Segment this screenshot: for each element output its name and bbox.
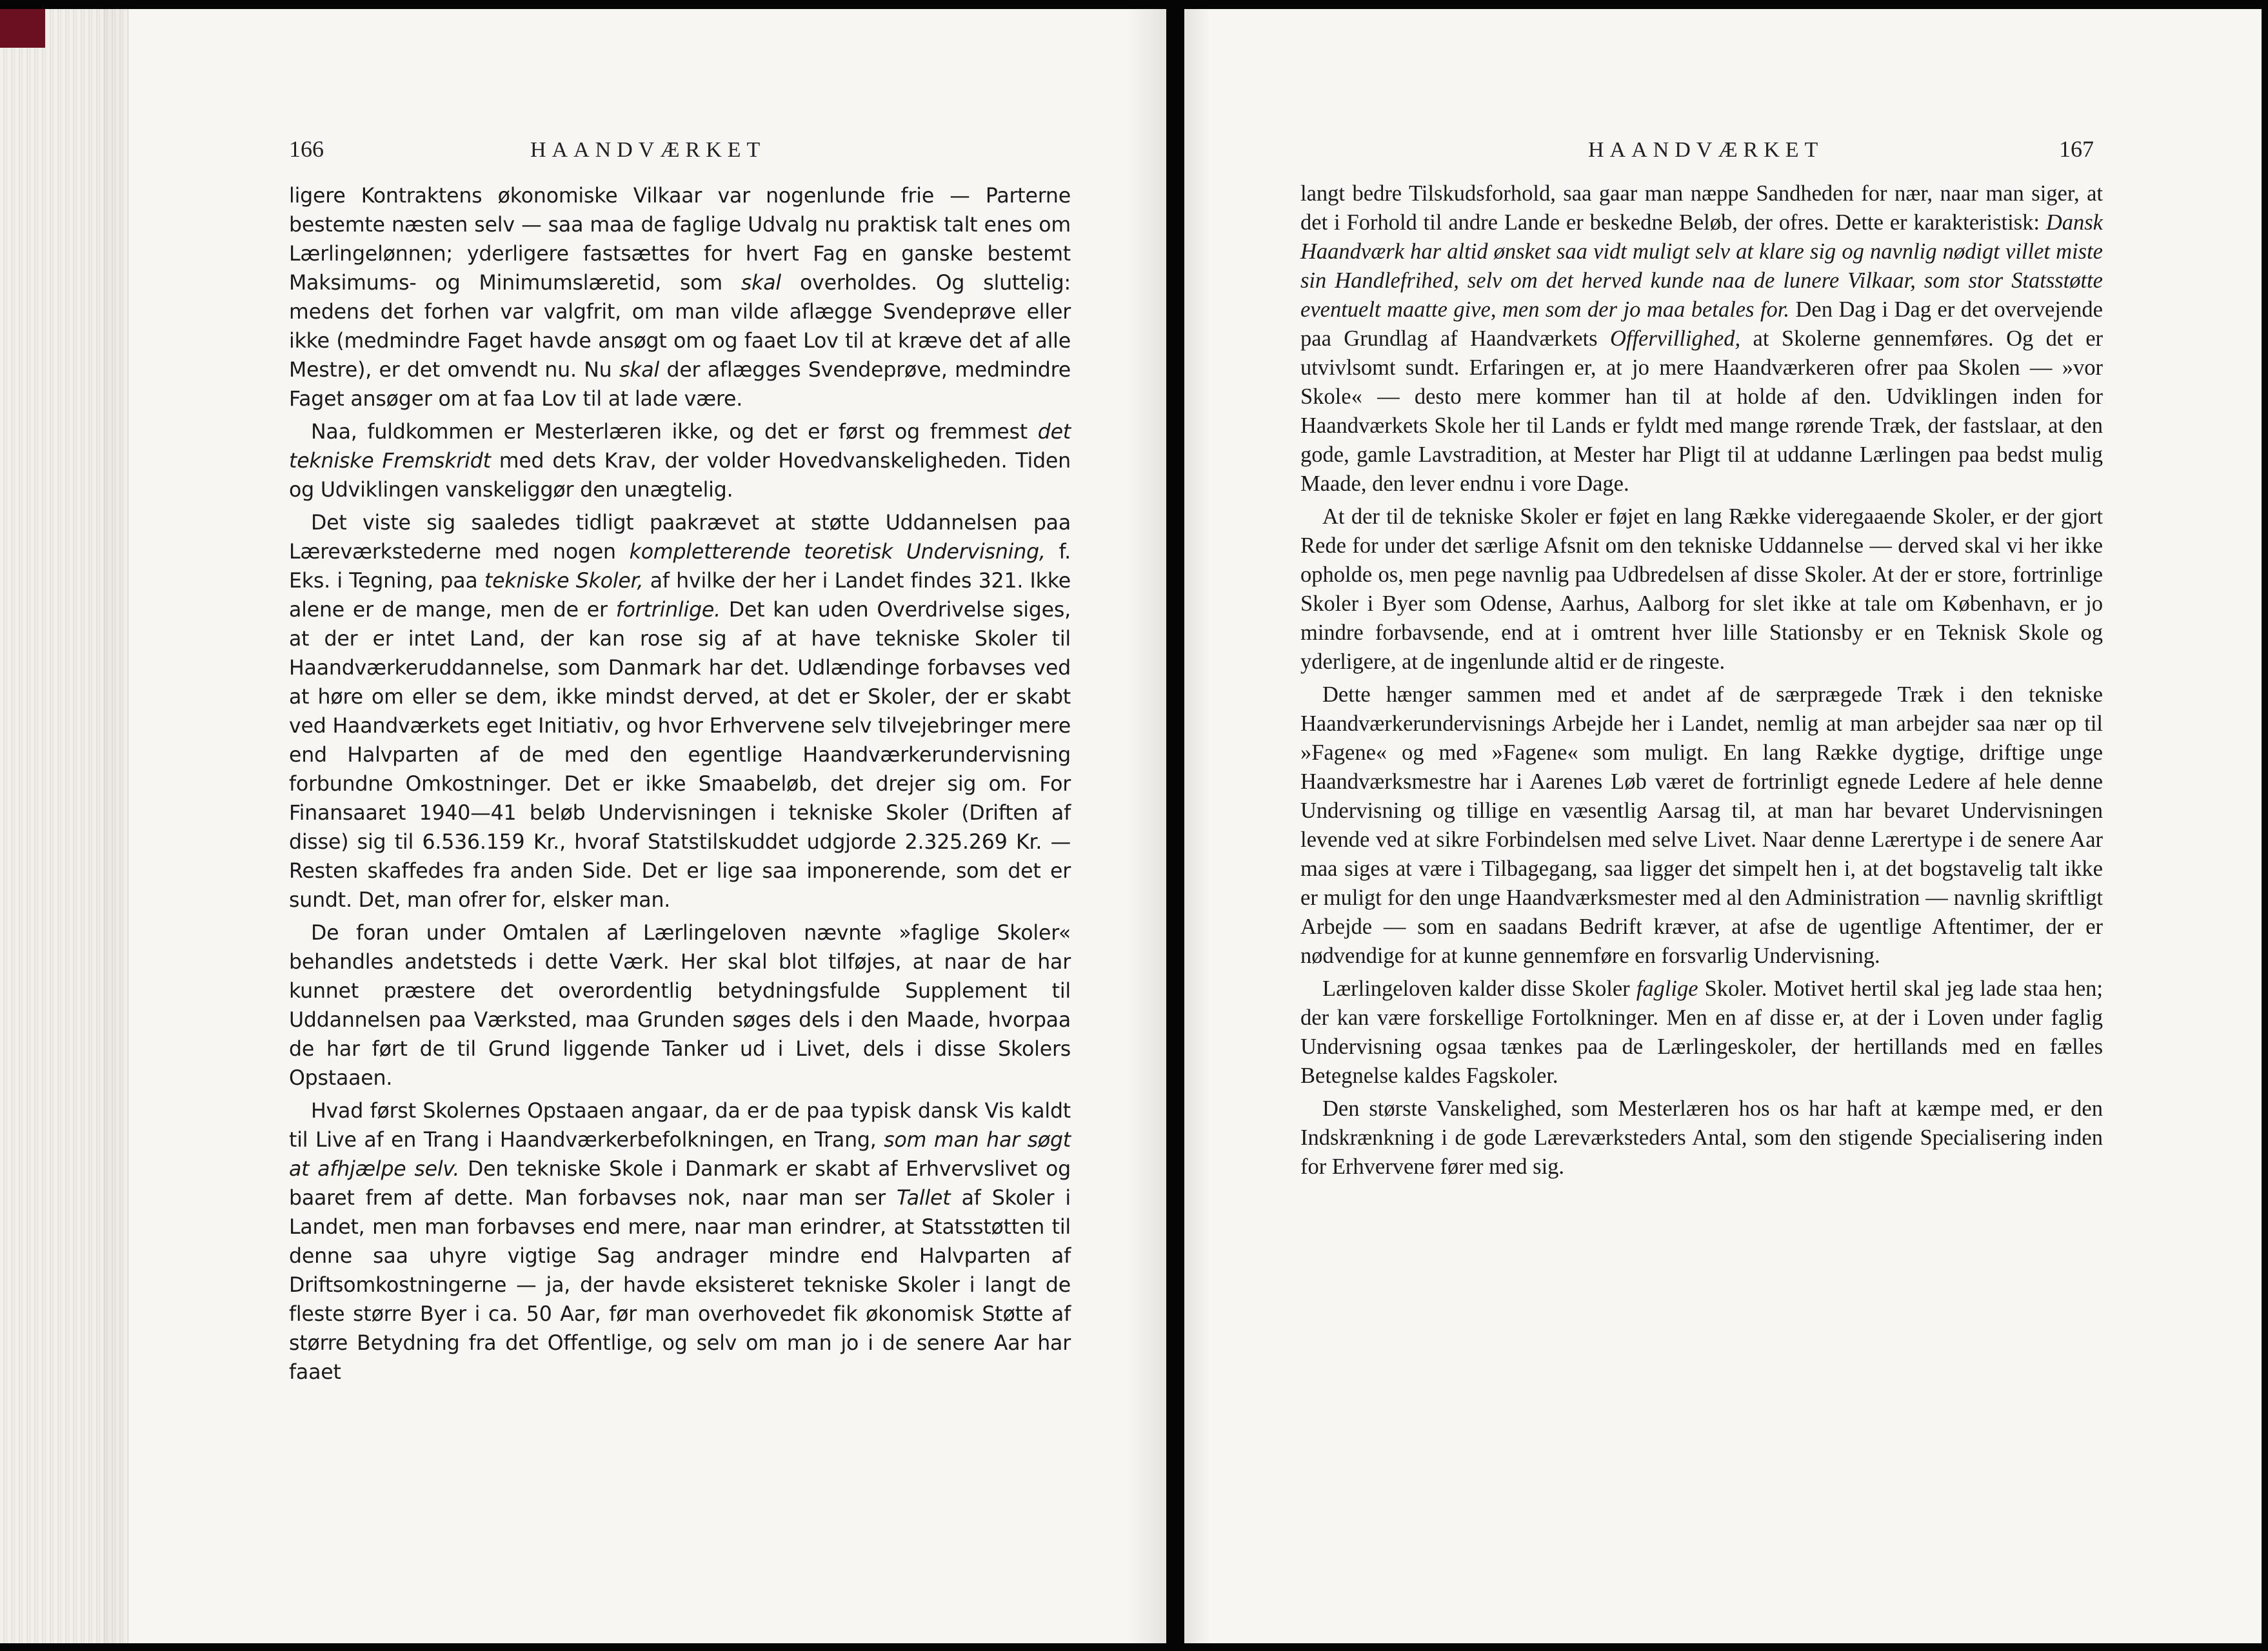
- page-number: 167: [2059, 136, 2094, 162]
- text-run: Den tekniske Skole i Danmark er skabt af Erhvervslivet og baaret frem af dette. Man forbavses nok, naar man ser: [289, 1158, 1071, 1210]
- text-run: Dette hænger sammen med et andet af de særprægede Træk i den tekniske Haandværkerundervisnings Arbejde her i Landet, nemlig at man arbejder saa nær op til »Fagene« og med »Fagene« som muligt. En lang Række dygtige, driftige unge Haandværksmestre har i Aarenes Løb været de fortrinligt egnede Ledere af hele denne Undervisning og tillige en væsentlig Aarsag til, at man har bevaret Undervisningen levende ved at sikre Forbindelsen med selve Livet. Naar denne Lærertype i de senere Aar maa siges at være i Tilbagegang, saa ligger det simpelt hen i, at det bogstavelig talt ikke er muligt for den unge Haandværksmester med al den Administration — navnlig skriftligt Arbejde — som en saadans Bedrift kræver, at afse de ugentlige Aftentimer, der er nødvendige for at kunne gennemføre en forsvarlig Undervisning.: [1300, 682, 2103, 968]
- corner-mark: [0, 9, 45, 48]
- emphasis-text: som man har søgt at afhjælpe selv.: [289, 1129, 1071, 1181]
- emphasis-text: skal: [741, 272, 781, 295]
- text-run: Det viste sig saaledes tidligt paakrævet at støtte Uddannelsen paa Læreværkstederne med nogen: [289, 511, 1071, 564]
- paragraph: [1300, 502, 2103, 677]
- left-page: [0, 9, 1166, 1643]
- text-run: af hvilke der her i Landet findes 321. Ikke alene er de mange, men de er: [289, 569, 1071, 622]
- emphasis-text: skal: [619, 359, 660, 382]
- text-run: Den Dag i Dag er det overvejende paa Grundlag af Haandværkets: [1300, 297, 2103, 351]
- emphasis-text: Dansk Haandværk har altid ønsket saa vidt muligt selv at klare sig og navnlig nødigt villet miste sin Handlefrihed, selv om det herved kunde naa de lunere Vilkaar, som stor Statsstøtte eventuelt maatte give, men som der jo maa betales for.: [1300, 210, 2103, 322]
- right-running-head: [1588, 135, 1824, 163]
- text-run: Skoler. Motivet hertil skal jeg lade staa hen; der kan være forskellige Fortolkninger. Men en af disse er, at der i Loven under faglig Undervisning ogsaa tænkes paa de Lærlingeskoler, der hertillands med en fælles Betegnelse kaldes Fagskoler.: [1300, 976, 2103, 1088]
- paragraph: [1300, 1094, 2103, 1181]
- page-edges: [0, 9, 129, 1643]
- left-page-number: [289, 135, 324, 163]
- running-title: HAANDVÆRKET: [1588, 138, 1824, 162]
- text-run: f. Eks. i Tegning, paa: [289, 540, 1071, 593]
- right-page-number: [2059, 135, 2094, 163]
- right-page: [1184, 9, 2262, 1643]
- text-run: af Skoler i Landet, men man forbavses end mere, naar man erindrer, at Statsstøtten til denne saa uhyre vigtige Sag andrager mindre end Halvparten af Driftsomkostningerne — ja, der havde eksisteret tekniske Skoler i langt de fleste større Byer i ca. 50 Aar, før man overhovedet fik økonomisk Støtte af større Betydning fra det Offentlige, og selv om man jo i de senere Aar har faaet: [289, 1187, 1071, 1384]
- paragraph: [289, 919, 1071, 1093]
- paragraph: [1300, 974, 2103, 1091]
- page-number: 166: [289, 136, 324, 162]
- paragraph: [289, 509, 1071, 915]
- paragraph: [1300, 680, 2103, 971]
- emphasis-text: Tallet: [896, 1187, 951, 1210]
- text-run: De foran under Omtalen af Lærlingeloven nævnte »faglige Skoler« behandles andetsteds i dette Værk. Her skal blot tilføjes, at naar de har kunnet præstere det overordentlig betydningsfulde Supplement til Uddannelsen paa Værksted, maa Grunden søges dels i den Maade, hvorpaa de har ført de til Grund liggende Tanker ud i Livet, dels i disse Skolers Opstaaen.: [289, 922, 1071, 1090]
- text-run: ligere Kontraktens økonomiske Vilkaar var nogenlunde frie — Parterne bestemte næsten selv — saa maa de faglige Udvalg nu praktisk talt enes om Lærlingelønnen; yderligere fastsættes for hvert Fag en ganske bestemt Maksimums- og Minimumslæretid, som: [289, 184, 1071, 295]
- text-run: at Skolerne gennemføres. Og det er utvivlsomt sundt. Erfaringen er, at jo mere Haandværkeren ofrer paa Skolen — »vor Skole« — desto mere kommer han til at holde af den. Udviklingen inden for Haandværkets Skole her til Lands er fyldt med mange rørende Træk, der fastslaar, at den gode, gamle Lavstradition, at Mester har Pligt til at uddanne Lærlingen paa bedst mulig Maade, den lever endnu i vore Dage.: [1300, 326, 2104, 496]
- text-run: der aflægges Svendeprøve, medmindre Faget ansøger om at faa Lov til at lade være.: [289, 359, 1071, 411]
- text-run: Naa, fuldkommen er Mesterlæren ikke, og det er først og fremmest: [311, 420, 1038, 444]
- text-run: Hvad først Skolernes Opstaaen angaar, da er de paa typisk dansk Vis kaldt til Live af en Trang i Haandværkerbefolkningen, en Trang,: [289, 1100, 1071, 1152]
- emphasis-text: faglige: [1636, 976, 1698, 1001]
- text-run: Det kan uden Overdrivelse siges, at der er intet Land, der kan rose sig af at have tekniske Skoler til Haandværkeruddannelse, som Danmark har det. Udlændinge forbavses ved at høre om eller se dem, ikke mindst derved, at det er Skoler, der er skabt ved Haandværkets eget Initiativ, og hvor Erhvervene selv tilvejebringer mere end Halvparten af de med den egentlige Haandværkerundervisning forbundne Omkostninger. Det er ikke Smaabeløb, det drejer sig om. For Finansaaret 1940—41 beløb Undervisningen i tekniske Skoler (Driften af disse) sig til 6.536.159 Kr., hvoraf Statstilskuddet udgjorde 2.325.269 Kr. — Resten skaffedes fra anden Side. Det er lige saa imponerende, som det er sundt. Det, man ofrer for, elsker man.: [289, 598, 1071, 912]
- emphasis-text: fortrinlige.: [615, 598, 721, 622]
- emphasis-text: kompletterende teoretisk Undervisning,: [629, 540, 1046, 564]
- left-body-text: [289, 182, 1071, 1391]
- running-title: HAANDVÆRKET: [530, 138, 766, 162]
- emphasis-text: Offervillighed,: [1609, 326, 1741, 351]
- text-run: langt bedre Tilskudsforhold, saa gaar man næppe Sandheden for nær, naar man siger, at det i Forhold til andre Lande er beskedne Beløb, der ofres. Dette er karakteristisk:: [1300, 181, 2103, 235]
- right-body-text: [1300, 179, 2103, 1185]
- spine-shadow: [1184, 9, 1210, 1643]
- paragraph: [289, 1097, 1071, 1387]
- left-running-head: [530, 135, 766, 163]
- text-run: Lærlingeloven kalder disse Skoler: [1322, 976, 1636, 1001]
- text-run: Den største Vanskelighed, som Mesterlæren hos os har haft at kæmpe med, er den Indskrænkning i de gode Læreværksteders Antal, som den stigende Specialisering inden for Erhvervene fører med sig.: [1300, 1096, 2103, 1179]
- paragraph: [289, 418, 1071, 505]
- paragraph: [289, 182, 1071, 414]
- emphasis-text: tekniske Skoler,: [484, 569, 644, 593]
- text-run: med dets Krav, der volder Hovedvanskeligheden. Tiden og Udviklingen vanskeliggør den unægtelig.: [289, 450, 1071, 502]
- paragraph: [1300, 179, 2103, 499]
- emphasis-text: det tekniske Fremskridt: [289, 420, 1071, 473]
- text-run: overholdes. Og sluttelig: medens det forhen var valgfrit, om man vilde aflægge Svendeprøve eller ikke (medmindre Faget havde ansøgt om og faaet Lov til at kræve det af alle Mestre), er det omvendt nu. Nu: [289, 272, 1071, 382]
- spine-shadow: [1128, 9, 1166, 1643]
- text-run: At der til de tekniske Skoler er føjet en lang Række videregaaende Skoler, er der gjort Rede for under det særlige Afsnit om den tekniske Uddannelse — derved skal vi her ikke opholde os, men pege navnlig paa Udbredelsen af disse Skoler. At der er store, fortrinlige Skoler i Byer som Odense, Aarhus, Aalborg for slet ikke at tale om København, er jo mindre forbavsende, end at i omtrent hver lille Stationsby er en Teknisk Skole og yderligere, at de ingenlunde altid er de ringeste.: [1300, 504, 2103, 674]
